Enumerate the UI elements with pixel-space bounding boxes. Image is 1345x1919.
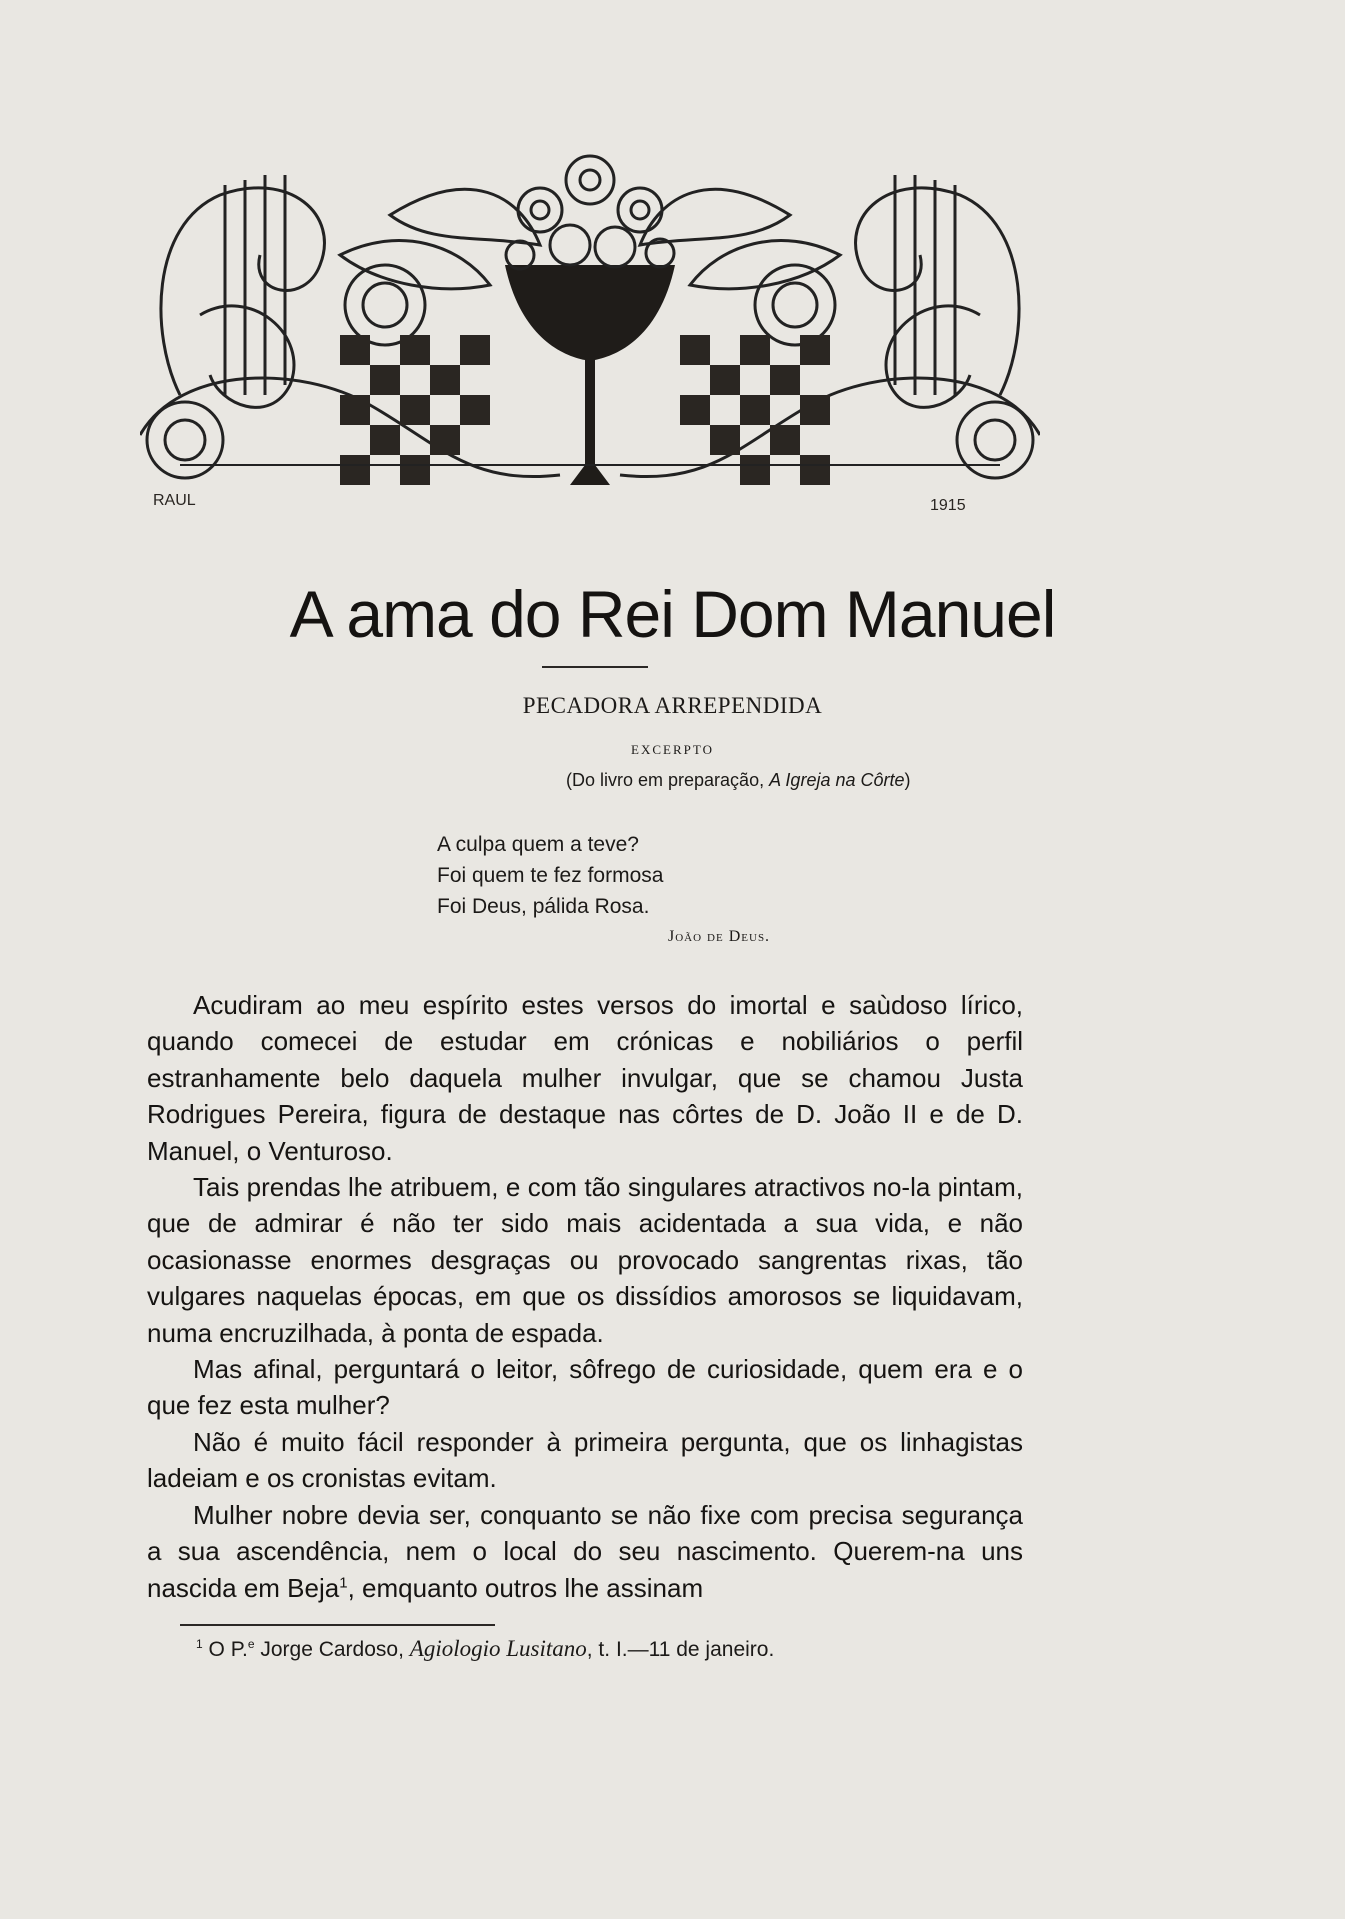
paragraph: Tais prendas lhe atribuem, e com tão singulares atractivos no-la pintam, que de admirar é não ter sido mais acidentada a sua vida, e não ocasionasse enormes desgraças ou provocado sangrentas rixas, tão vulgares naquelas épocas, em que os dissídios amorosos se liquidavam, numa encruzilhada, à ponta de espada.: [147, 1172, 1023, 1348]
epigraph-author: João de Deus.: [668, 928, 771, 945]
art-nouveau-flower-urn-vignette: [140, 135, 1040, 505]
footnote-suffix: , t. I.—11 de janeiro.: [586, 1638, 775, 1661]
source-suffix: ): [904, 770, 911, 790]
paragraph: [147, 1497, 1023, 1606]
paragraph: Não é muito fácil responder à primeira pergunta, que os linhagistas ladeiam e os cronistas evitam.: [147, 1426, 1023, 1494]
article-body: [147, 987, 1023, 1606]
footnote-divider: [180, 1624, 495, 1626]
source-note: [566, 770, 911, 791]
source-book-title: A Igreja na Côrte: [769, 770, 905, 790]
epigraph-verse: [437, 829, 663, 922]
footnote-mark: 1: [196, 1637, 203, 1651]
paragraph-text: Mulher nobre devia ser, conquanto se não fixe com precisa segurança a sua ascendência, nem o local do seu nascimento. Querem-na uns nascida em Beja: [147, 1499, 1023, 1603]
verse-line: Foi Deus, pálida Rosa.: [437, 895, 650, 918]
subtitle: PECADORA ARREPENDIDA: [522, 693, 823, 718]
excerpt-label: EXCERPTO: [631, 742, 714, 757]
footnote-author: Jorge Cardoso,: [254, 1638, 410, 1661]
paragraph: Mas afinal, perguntará o leitor, sôfrego de curiosidade, quem era e o que fez esta mulher?: [147, 1354, 1023, 1421]
paragraph: Acudiram ao meu espírito estes versos do imortal e saùdoso lírico, quando comecei de estudar em crónicas e nobiliários o perfil estranhamente belo daquela mulher invulgar, que se chamou Justa Rodrigues Pereira, figura de destaque nas côrtes de D. João II e de D. Manuel, o Venturoso.: [147, 990, 1023, 1166]
title-divider: [542, 666, 648, 668]
footnote: [196, 1636, 774, 1662]
footnote-reference: 1: [339, 1573, 348, 1591]
source-prefix: (Do livro em preparação,: [566, 770, 770, 790]
verse-line: Foi quem te fez formosa: [437, 864, 664, 887]
artist-signature: RAUL: [153, 492, 196, 509]
page-title: A ama do Rei Dom Manuel: [289, 577, 1056, 651]
verse-line: A culpa quem a teve?: [437, 833, 639, 856]
footnote-prefix-sup: e: [247, 1637, 255, 1651]
paragraph-text: , emquanto outros lhe assinam: [347, 1572, 704, 1603]
footnote-prefix: O P.: [202, 1638, 248, 1661]
footnote-work: Agiologio Lusitano: [409, 1636, 587, 1661]
vignette-year: 1915: [930, 497, 966, 514]
